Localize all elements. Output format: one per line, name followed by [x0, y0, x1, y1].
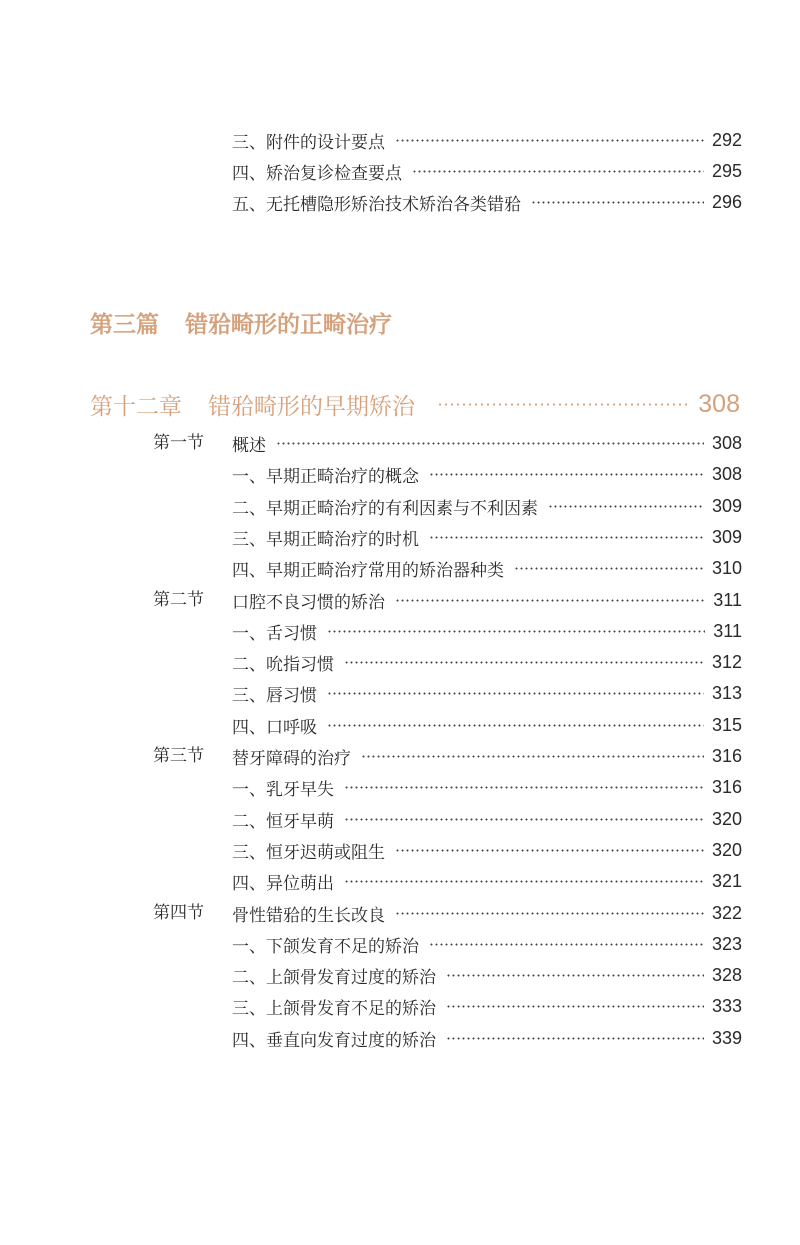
- toc-entry[interactable]: [232, 773, 742, 801]
- toc-entry-page: 309: [711, 495, 742, 516]
- dot-leader: [446, 974, 704, 977]
- toc-entry-label: 一、乳牙早失: [232, 779, 334, 800]
- section-number: 第二节: [153, 590, 204, 610]
- section-number: 第一节: [153, 433, 204, 453]
- toc-entry[interactable]: [232, 867, 742, 895]
- toc-entry[interactable]: [232, 930, 742, 958]
- toc-entry-label: 四、异位萌出: [232, 873, 334, 894]
- toc-entry-label: 四、早期正畸治疗常用的矫治器种类: [232, 560, 504, 581]
- dot-leader: [412, 170, 704, 173]
- section-entry[interactable]: [232, 429, 742, 457]
- toc-entry-page: 320: [711, 808, 742, 829]
- part-name: 错𬌗畸形的正畸治疗: [185, 312, 392, 338]
- dot-leader: [395, 849, 704, 852]
- section-title: 替牙障碍的治疗: [232, 748, 351, 769]
- section-number: 第四节: [153, 903, 204, 923]
- dot-leader: [344, 661, 704, 664]
- dot-leader: [531, 201, 704, 204]
- dot-leader: [395, 912, 704, 915]
- dot-leader: [548, 505, 704, 508]
- dot-leader: [446, 1037, 704, 1040]
- toc-entry[interactable]: [232, 188, 742, 216]
- dot-leader: [327, 724, 704, 727]
- toc-entry-label: 一、早期正畸治疗的概念: [232, 466, 419, 487]
- dot-leader: [395, 599, 705, 602]
- toc-entry-page: 322: [711, 902, 742, 923]
- part-number: 第三篇: [90, 312, 159, 338]
- section-entry[interactable]: [232, 742, 742, 770]
- toc-entry-page: 308: [711, 463, 742, 484]
- chapter-entry[interactable]: [90, 386, 740, 422]
- toc-entry-page: 309: [711, 526, 742, 547]
- chapter-number: 第十二章: [90, 393, 182, 420]
- dot-leader: [429, 473, 704, 476]
- section-number: 第三节: [153, 746, 204, 766]
- toc-entry-label: 二、吮指习惯: [232, 654, 334, 675]
- toc-entry[interactable]: [232, 711, 742, 739]
- dot-leader: [344, 818, 704, 821]
- toc-entry-label: 一、下颌发育不足的矫治: [232, 936, 419, 957]
- dot-leader: [395, 139, 704, 142]
- section-entry[interactable]: [232, 899, 742, 927]
- toc-entry[interactable]: [232, 554, 742, 582]
- toc-entry-label: 四、矫治复诊检查要点: [232, 163, 402, 184]
- dot-leader: [429, 536, 704, 539]
- toc-entry-label: 二、早期正畸治疗的有利因素与不利因素: [232, 498, 538, 519]
- section-title: 骨性错𬌗的生长改良: [232, 905, 385, 926]
- chapter-label: [90, 388, 415, 421]
- toc-entry[interactable]: [232, 460, 742, 488]
- toc-entry[interactable]: [232, 648, 742, 676]
- dot-leader: [446, 1005, 704, 1008]
- toc-entry-page: 339: [711, 1027, 742, 1048]
- toc-entry-page: 328: [711, 964, 742, 985]
- toc-entry-page: 316: [711, 776, 742, 797]
- toc-entry[interactable]: [232, 992, 742, 1020]
- section-entry[interactable]: [232, 586, 742, 614]
- toc-entry-label: 二、恒牙早萌: [232, 811, 334, 832]
- toc-entry[interactable]: [232, 617, 742, 645]
- dot-leader: [514, 567, 704, 570]
- section-title: 概述: [232, 435, 266, 456]
- toc-entry-label: 一、舌习惯: [232, 623, 317, 644]
- toc-entry-label: 三、唇习惯: [232, 685, 317, 706]
- toc-entry-page: 308: [711, 432, 742, 453]
- dot-leader: [429, 943, 704, 946]
- toc-entry-page: 313: [711, 682, 742, 703]
- toc-entry[interactable]: [232, 492, 742, 520]
- toc-entry-page: 321: [711, 870, 742, 891]
- toc-entry-page: 311: [713, 589, 742, 610]
- dot-leader: [344, 786, 704, 789]
- dot-leader: [344, 880, 704, 883]
- toc-entry-page: 310: [711, 557, 742, 578]
- chapter-page: 308: [698, 389, 740, 418]
- toc-entry[interactable]: [232, 805, 742, 833]
- dot-leader: [276, 442, 704, 445]
- toc-entry-label: 三、早期正畸治疗的时机: [232, 529, 419, 550]
- dot-leader: [327, 630, 705, 633]
- toc-entry-label: 三、附件的设计要点: [232, 132, 385, 153]
- part-title[interactable]: [90, 306, 392, 339]
- chapter-title: 错𬌗畸形的早期矫治: [208, 393, 415, 420]
- toc-entry-label: 四、垂直向发育过度的矫治: [232, 1030, 436, 1051]
- toc-entry-page: 323: [711, 933, 742, 954]
- toc-entry-page: 315: [711, 714, 742, 735]
- toc-entry-page: 312: [711, 651, 742, 672]
- toc-entry[interactable]: [232, 961, 742, 989]
- toc-entry-page: 295: [711, 160, 742, 181]
- toc-entry[interactable]: [232, 679, 742, 707]
- toc-entry-page: 296: [711, 191, 742, 212]
- toc-entry[interactable]: [232, 523, 742, 551]
- toc-entry[interactable]: [232, 1024, 742, 1052]
- toc-entry[interactable]: [232, 836, 742, 864]
- toc-entry-label: 二、上颌骨发育过度的矫治: [232, 967, 436, 988]
- dot-leader: [361, 755, 704, 758]
- toc-entry-page: 311: [713, 620, 742, 641]
- toc-entry-page: 320: [711, 839, 742, 860]
- dot-leader: [327, 692, 704, 695]
- toc-entry[interactable]: [232, 157, 742, 185]
- toc-entry-label: 五、无托槽隐形矫治技术矫治各类错𬌗: [232, 194, 521, 215]
- toc-entry-page: 292: [711, 129, 742, 150]
- section-title: 口腔不良习惯的矫治: [232, 592, 385, 613]
- toc-entry-label: 三、恒牙迟萌或阻生: [232, 842, 385, 863]
- toc-entry[interactable]: [232, 126, 742, 154]
- toc-entry-page: 333: [711, 995, 742, 1016]
- toc-entry-label: 四、口呼吸: [232, 717, 317, 738]
- dot-leader: [437, 403, 690, 406]
- toc-entry-page: 316: [711, 745, 742, 766]
- toc-entry-label: 三、上颌骨发育不足的矫治: [232, 998, 436, 1019]
